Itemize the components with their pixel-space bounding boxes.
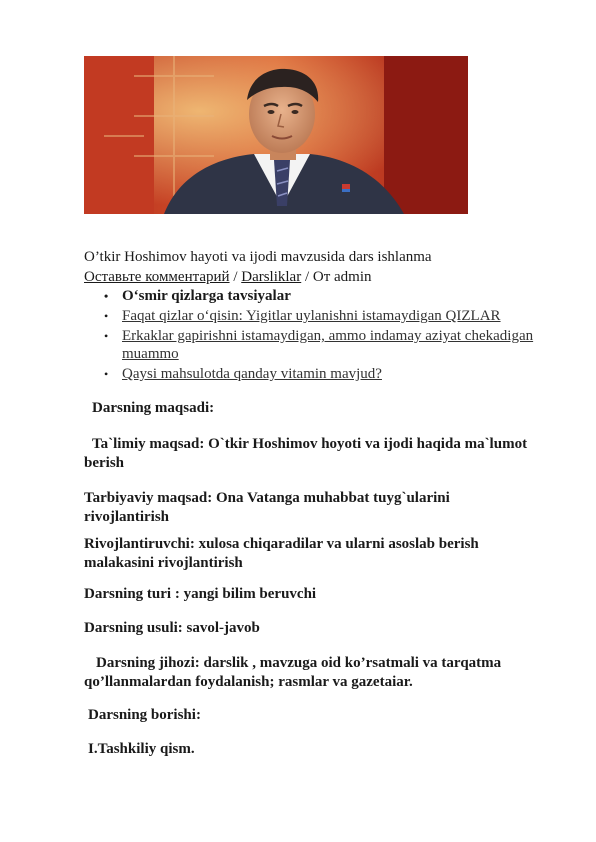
educational-goal: Ta`limiy maqsad: O`tkir Hoshimov hoyoti va ijodi haqida ma`lumot berish [84,436,528,471]
author-label: От admin [312,269,372,285]
bullet-icon: • [104,329,109,343]
bullet-icon: • [104,289,109,303]
lesson-type: Darsning turi : yangi bilim beruvchi [84,586,317,602]
related-link[interactable]: Faqat qizlar o‘qisin: Yigitlar uylanishni istamaydigan QIZLAR [122,308,501,324]
developmental-goal: Rivojlantiruvchi: xulosa chiqaradilar va ularni asoslab berish malakasini rivojlantirish [84,536,479,571]
category-link[interactable]: Darsliklar [241,269,302,285]
article-meta [84,268,372,286]
related-link-heading[interactable]: O‘smir qizlarga tavsiyalar [122,288,291,304]
related-link[interactable]: Erkaklar gapirishni istamaydigan, ammo indamay aziyat chekadigan muammo [122,328,534,362]
portrait-illustration [84,56,468,214]
bullet-icon: • [104,309,109,323]
related-link-item [84,307,544,325]
related-links-list [84,287,544,385]
lesson-method: Darsning usuli: savol-javob [84,620,260,636]
lesson-equipment: Darsning jihozi: darslik , mavzuga oid ko’rsatmali va tarqatma qo’llanmalardan foydalanish; rasmlar va gazetaiar. [84,655,502,690]
related-link-item [84,365,544,383]
upbringing-goal: Tarbiyaviy maqsad: Ona Vatanga muhabbat tuyg`ularini rivojlantirish [84,490,450,525]
related-link-item [84,287,544,305]
related-link[interactable]: Qaysi mahsulotda qanday vitamin mavjud? [122,366,382,382]
comment-link[interactable]: Оставьте комментарий [84,269,230,285]
bullet-icon: • [104,367,109,381]
lesson-goal-heading: Darsning maqsadi: [92,400,215,416]
lesson-procedure-heading: Darsning borishi: [88,707,201,723]
meta-separator: / [301,269,313,285]
related-link-item [84,327,544,363]
meta-separator: / [229,269,242,285]
organizational-part: I.Tashkiliy qism. [88,741,195,757]
article-title: O’tkir Hoshimov hayoti va ijodi mavzusida dars ishlanma [84,249,432,265]
portrait-photo [84,56,468,214]
